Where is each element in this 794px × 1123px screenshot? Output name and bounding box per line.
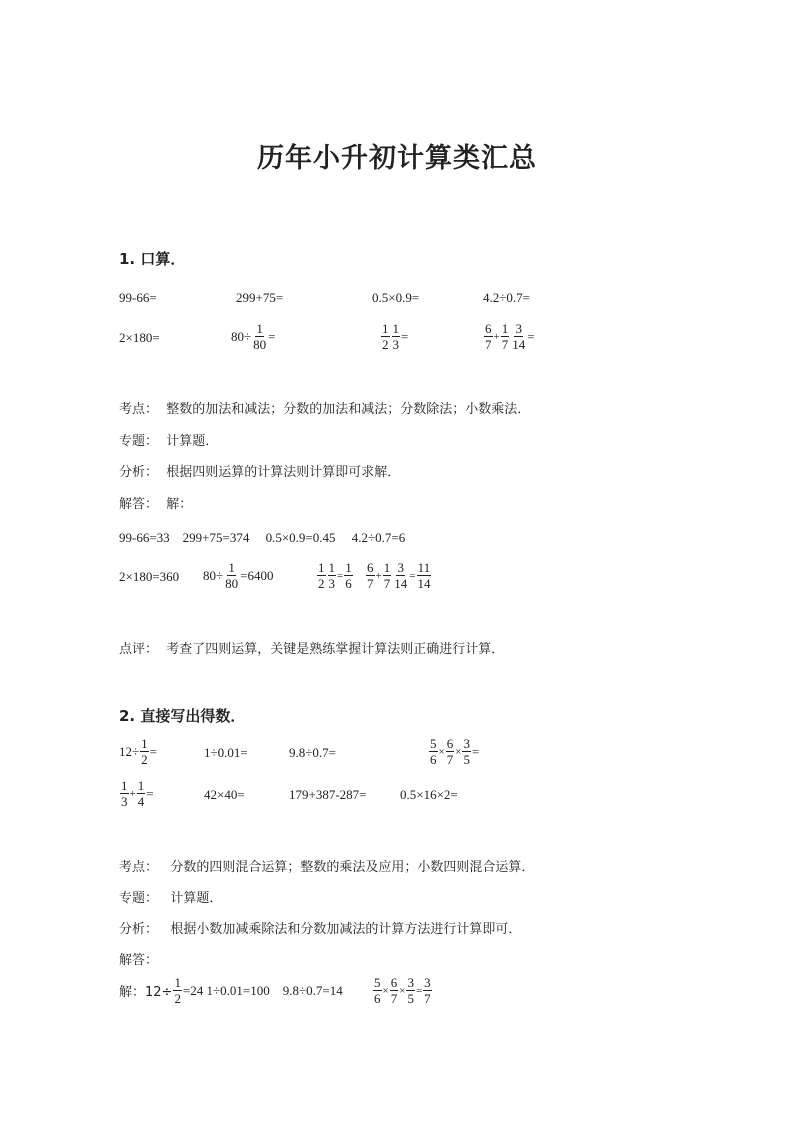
value: 考查了四则运算，关键是熟练掌握计算法则正确进行计算． bbox=[166, 642, 505, 657]
q2-answer-d bbox=[372, 976, 433, 1005]
expr-text: = bbox=[149, 743, 157, 759]
operator: = bbox=[337, 569, 344, 582]
value: 根据小数加减乘除法和分数加减法的计算方法进行计算即可． bbox=[170, 922, 522, 937]
q2-item-2: 1÷0.01= bbox=[204, 745, 248, 760]
label: 考点： bbox=[119, 402, 159, 417]
q2-item-3: 9.8÷0.7= bbox=[289, 745, 336, 760]
q2-item-5 bbox=[119, 779, 154, 808]
q1-item-2: 299+75= bbox=[236, 290, 284, 305]
operator: + bbox=[375, 569, 382, 582]
fraction: $\frac{5}{6}$ bbox=[430, 736, 437, 767]
q2-item-6: 42×40= bbox=[204, 787, 245, 802]
q2-item-7: 179+387-287= bbox=[289, 787, 367, 802]
fraction: $\frac{1}{3}$ bbox=[392, 321, 399, 352]
fraction: $\frac{3}{5}$ bbox=[463, 736, 470, 767]
operator: × bbox=[382, 984, 389, 997]
label: 考点： bbox=[119, 860, 159, 875]
fraction: $\frac{1}{3}$ bbox=[121, 778, 128, 809]
expr-text: = bbox=[471, 743, 480, 759]
expr-text: =6400 bbox=[240, 567, 274, 583]
q1-zhuanti bbox=[119, 430, 218, 449]
q1-kaodian bbox=[119, 398, 530, 417]
fraction: $\frac{6}{7}$ bbox=[446, 736, 454, 767]
label: 点评： bbox=[119, 642, 159, 657]
q2-zhuanti bbox=[119, 887, 222, 906]
expr-text: 80÷ bbox=[231, 328, 252, 344]
fraction: $\frac{1}{3}$ bbox=[328, 560, 335, 591]
operator: = bbox=[415, 984, 423, 997]
label: 分析： bbox=[119, 922, 159, 937]
expr-text: 解：12÷ bbox=[119, 985, 173, 1000]
fraction: $\frac{1}{7}$ bbox=[383, 560, 391, 591]
label: 分析： bbox=[119, 465, 159, 480]
value: 计算题． bbox=[170, 891, 223, 906]
q1-dianping bbox=[119, 638, 504, 657]
q2-item-4 bbox=[428, 737, 479, 766]
fraction: $\frac{6}{7}$ bbox=[367, 560, 374, 591]
q2-kaodian bbox=[119, 856, 534, 875]
operator: + bbox=[129, 787, 136, 800]
page-title: 历年小升初计算类汇总 bbox=[257, 143, 537, 174]
fraction: $\frac{3}{14}$ bbox=[512, 321, 526, 352]
q2-item-8: 0.5×16×2= bbox=[400, 787, 458, 802]
q1-item-4: 4.2÷0.7= bbox=[483, 290, 530, 305]
q1-answer-d bbox=[365, 561, 432, 590]
expr-text: =24 1÷0.01=100 9.8÷0.7=14 bbox=[182, 982, 343, 998]
q1-answer-c bbox=[316, 561, 354, 590]
q1-item-5: 2×180= bbox=[119, 330, 160, 345]
fraction: $\frac{11}{14}$ bbox=[417, 560, 431, 591]
value: 根据四则运算的计算法则计算即可求解． bbox=[166, 465, 401, 480]
q2-jieda: 解答： bbox=[119, 953, 159, 968]
question-1-heading: 1. 口算． bbox=[119, 250, 186, 268]
label: 解答： bbox=[119, 497, 159, 512]
operator: = bbox=[409, 569, 416, 582]
expr-text: = bbox=[401, 328, 409, 344]
fraction: $\frac{1}{4}$ bbox=[137, 778, 145, 809]
q1-answer-row-1: 99-66=33 299+75=374 0.5×0.9=0.45 4.2÷0.7=6 bbox=[119, 530, 406, 545]
operator: × bbox=[399, 984, 406, 997]
expr-text: 12÷ bbox=[119, 743, 140, 759]
fraction: $\frac{1}{80}$ bbox=[225, 560, 239, 591]
expr-text: 80÷ bbox=[203, 567, 224, 583]
q1-jieda bbox=[119, 493, 192, 512]
expr-text: = bbox=[268, 328, 276, 344]
q2-answer-row bbox=[119, 976, 343, 1005]
fraction: $\frac{3}{14}$ bbox=[394, 560, 408, 591]
fraction: $\frac{1}{2}$ bbox=[141, 736, 148, 767]
label: 专题： bbox=[119, 891, 159, 906]
q1-item-6 bbox=[231, 322, 275, 351]
value: 解： bbox=[166, 497, 193, 512]
fraction: $\frac{3}{7}$ bbox=[424, 975, 431, 1006]
fraction: $\frac{1}{80}$ bbox=[253, 321, 267, 352]
operator: × bbox=[455, 745, 462, 758]
q1-item-3: 0.5×0.9= bbox=[372, 290, 420, 305]
q1-item-7 bbox=[380, 322, 408, 351]
fraction: $\frac{1}{6}$ bbox=[345, 560, 352, 591]
expr-text: = bbox=[527, 328, 535, 344]
expr-text: = bbox=[146, 785, 154, 801]
value: 整数的加法和减法；分数的加法和减法；分数除法；小数乘法． bbox=[166, 402, 531, 417]
fraction: $\frac{5}{6}$ bbox=[374, 975, 381, 1006]
q2-item-1 bbox=[119, 737, 157, 766]
fraction: $\frac{3}{5}$ bbox=[407, 975, 414, 1006]
value: 分数的四则混合运算；整数的乘法及应用；小数四则混合运算． bbox=[170, 860, 535, 875]
q1-item-8 bbox=[483, 322, 535, 351]
fraction: $\frac{6}{7}$ bbox=[390, 975, 398, 1006]
fraction: $\frac{1}{2}$ bbox=[174, 975, 181, 1006]
operator: × bbox=[438, 745, 445, 758]
label: 专题： bbox=[119, 434, 159, 449]
fraction: $\frac{1}{2}$ bbox=[318, 560, 325, 591]
operator: + bbox=[493, 330, 500, 343]
q1-answer-b bbox=[203, 561, 273, 590]
q2-fenxi bbox=[119, 918, 521, 937]
fraction: $\frac{1}{7}$ bbox=[501, 321, 509, 352]
fraction: $\frac{6}{7}$ bbox=[485, 321, 492, 352]
fraction: $\frac{1}{2}$ bbox=[382, 321, 389, 352]
q1-item-1: 99-66= bbox=[119, 290, 157, 305]
q1-fenxi bbox=[119, 461, 400, 480]
q1-answer-a: 2×180=360 bbox=[119, 569, 180, 584]
value: 计算题． bbox=[166, 434, 219, 449]
question-2-heading: 2. 直接写出得数． bbox=[119, 707, 246, 725]
